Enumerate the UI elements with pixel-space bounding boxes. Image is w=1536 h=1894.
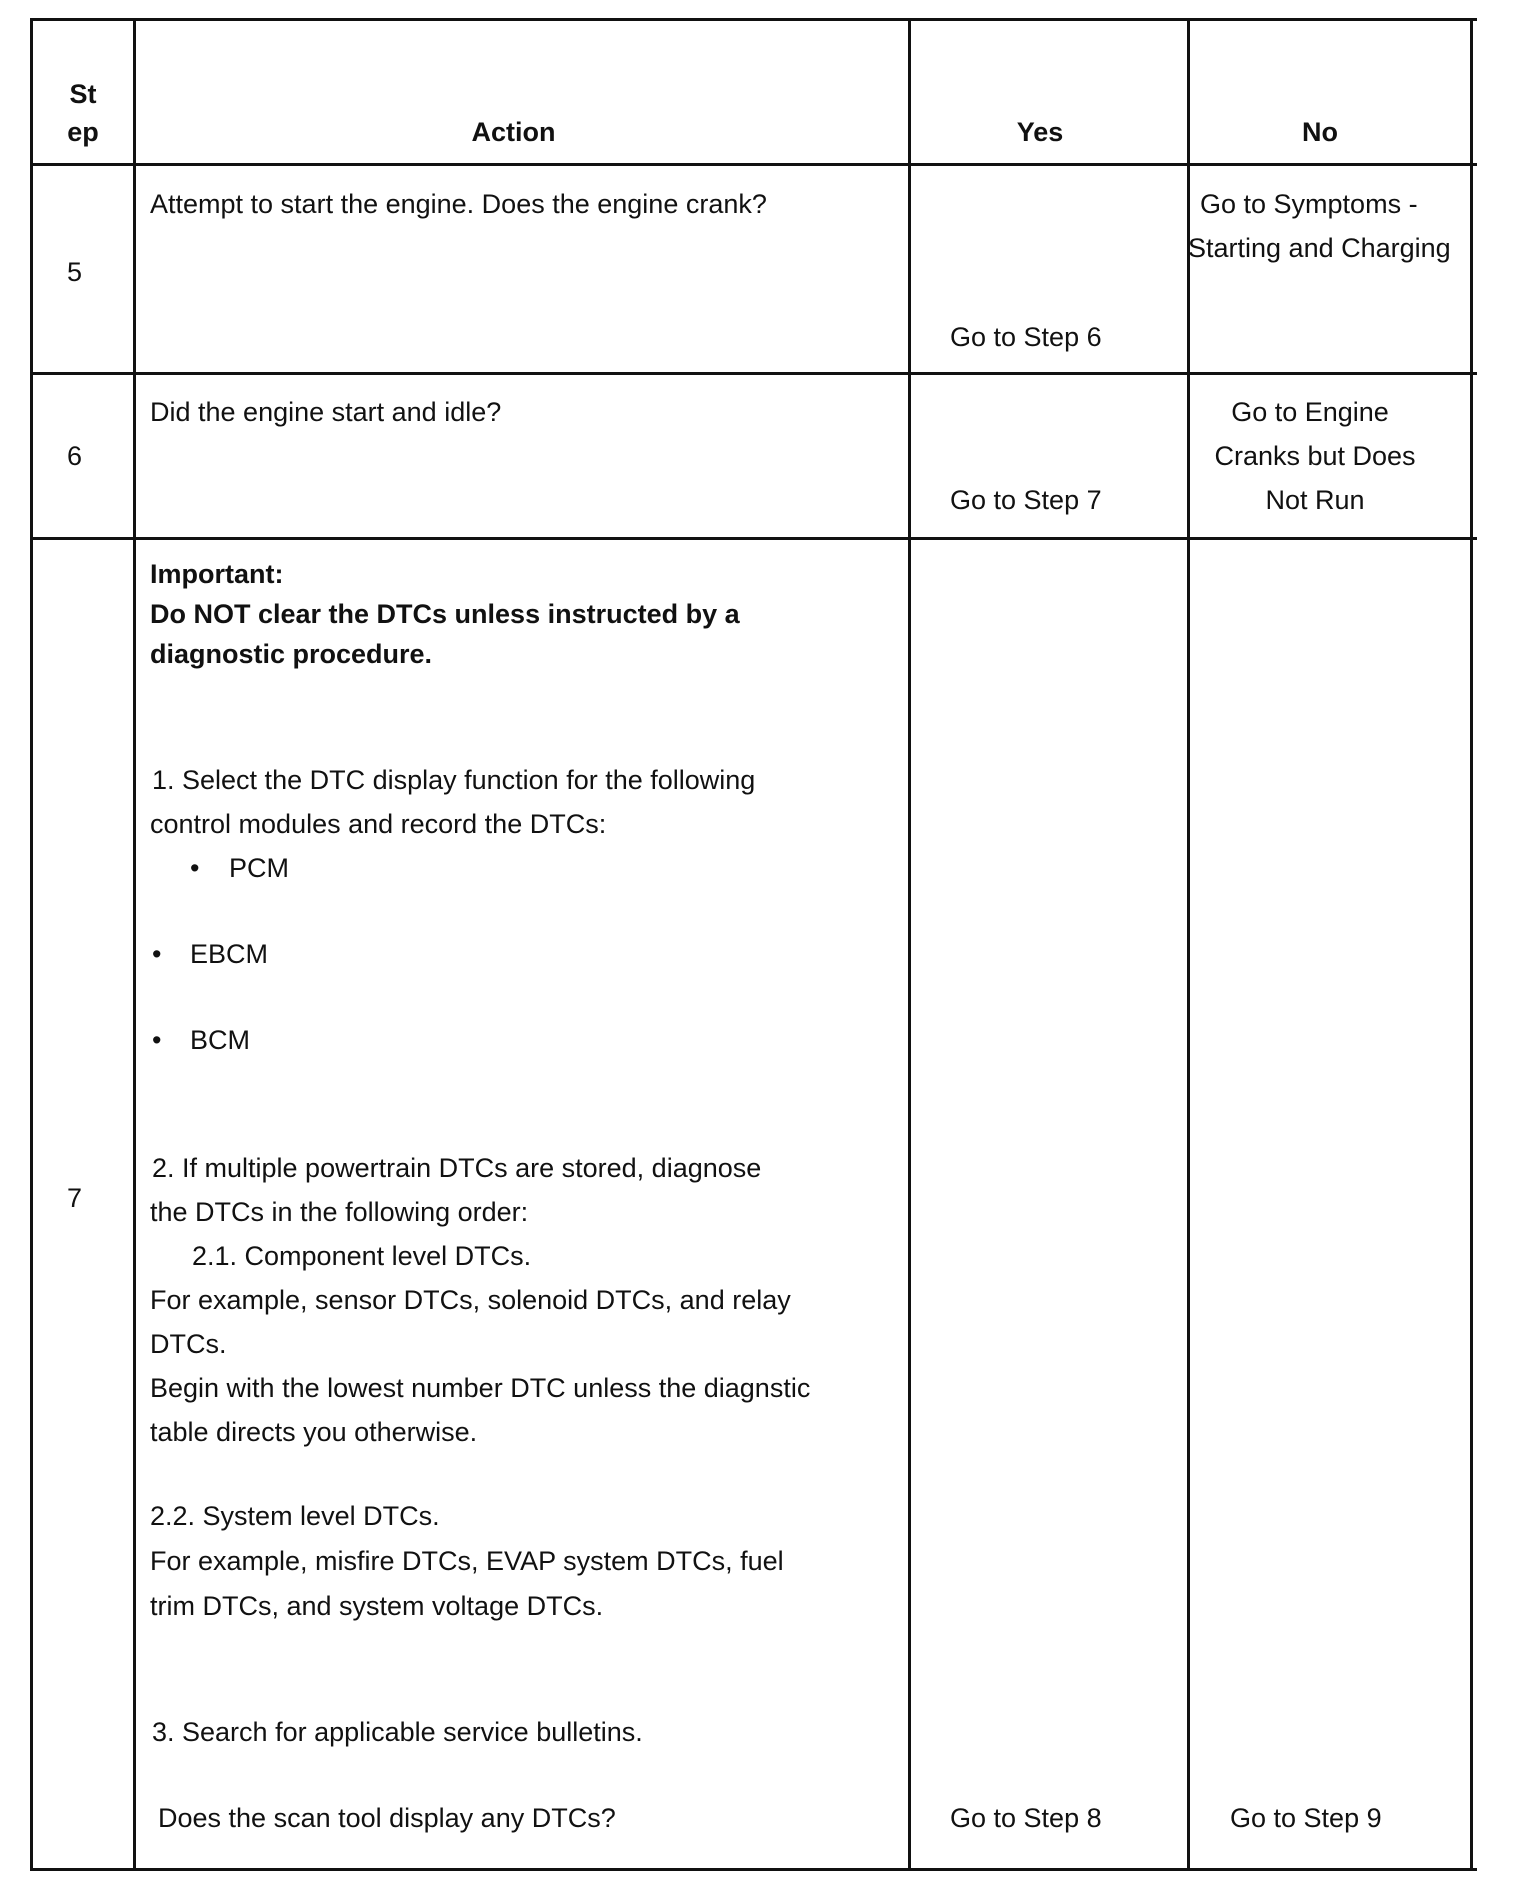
row5-yes: Go to Step 6 [950,322,1102,352]
col-divider-yes [1187,18,1190,1871]
item2-1-line3: Begin with the lowest number DTC unless the diagnstic [150,1373,811,1403]
table-border-left [30,18,33,1871]
item3: 3. Search for applicable service bulletins. [152,1717,643,1747]
bullet-dot-bcm: • [152,1025,162,1055]
header-yes: Yes [1016,117,1064,147]
item1-line2: control modules and record the DTCs: [150,809,607,839]
row6-no-line2: Cranks but Does [1214,441,1416,471]
important-label: Important: [150,559,284,589]
row6-no-line3: Not Run [1265,485,1365,515]
row7-no: Go to Step 9 [1230,1803,1382,1833]
item1-line1: 1. Select the DTC display function for the following [152,765,756,795]
item2-1-line2: DTCs. [150,1329,227,1359]
table-border-top [30,18,1477,21]
item2-1-line4: table directs you otherwise. [150,1417,478,1447]
item2-line1: 2. If multiple powertrain DTCs are stored, diagnose [152,1153,762,1183]
important-line2: diagnostic procedure. [150,639,433,669]
table-border-right [1470,18,1473,1871]
table-border-bottom [30,1868,1477,1871]
bullet-bcm: BCM [190,1025,250,1055]
col-divider-action [908,18,911,1871]
item2-2-heading: 2.2. System level DTCs. [150,1501,440,1531]
header-no: No [1302,117,1338,147]
bullet-dot-pcm: • [190,853,200,883]
row6-no-line1: Go to Engine [1231,397,1389,427]
row-divider-header [30,163,1477,166]
item2-1-heading: 2.1. Component level DTCs. [192,1241,532,1271]
row6-step: 6 [66,441,83,471]
row-divider-step6 [30,537,1477,540]
row6-yes: Go to Step 7 [950,485,1102,515]
item2-1-line1: For example, sensor DTCs, solenoid DTCs, and relay [150,1285,791,1315]
item2-2-line1: For example, misfire DTCs, EVAP system DTCs, fuel [150,1546,784,1576]
row5-action: Attempt to start the engine. Does the engine crank? [150,189,767,219]
bullet-ebcm: EBCM [190,939,269,969]
item2-line2: the DTCs in the following order: [150,1197,529,1227]
row7-yes: Go to Step 8 [950,1803,1102,1833]
row6-action: Did the engine start and idle? [150,397,502,427]
header-action: Action [471,117,556,147]
row5-step: 5 [66,257,83,287]
row7-step: 7 [66,1183,83,1213]
row5-no-line1: Go to Symptoms - [1200,189,1418,219]
col-divider-step [133,18,136,1871]
bullet-pcm: PCM [229,853,289,883]
row7-question: Does the scan tool display any DTCs? [158,1803,616,1833]
item2-2-line2: trim DTCs, and system voltage DTCs. [150,1591,604,1621]
row-divider-step5 [30,372,1477,375]
bullet-dot-ebcm: • [152,939,162,969]
important-line1: Do NOT clear the DTCs unless instructed by a [150,599,740,629]
row5-no-line2: Starting and Charging [1188,233,1451,263]
header-step-line1: St [69,79,97,109]
header-step-line2: ep [67,117,99,147]
